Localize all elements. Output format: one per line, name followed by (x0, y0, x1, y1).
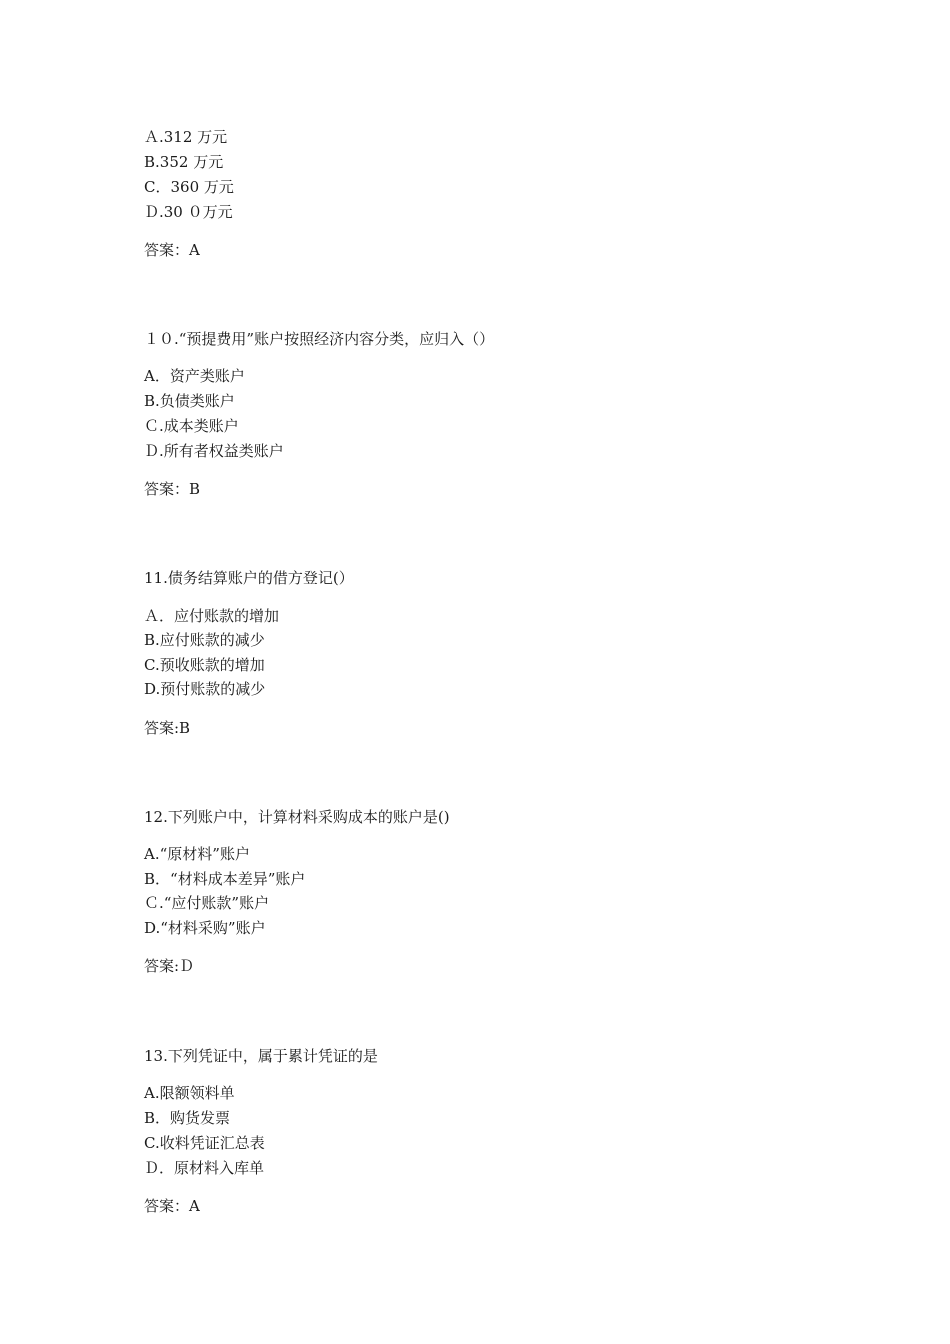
q11-option-b: B.应付账款的减少 (144, 631, 265, 649)
q10-option-d: Ｄ.所有者权益类账户 (144, 442, 284, 460)
q11-option-c: C.预收账款的增加 (144, 656, 265, 674)
q10-option-b: B.负债类账户 (144, 392, 235, 410)
q10-option-a: A．资产类账户 (144, 367, 245, 385)
q12-option-d: D.“材料采购”账户 (144, 919, 266, 937)
q13-option-b: B．购货发票 (144, 1109, 231, 1127)
q12-answer: 答案:Ｄ (144, 957, 195, 975)
q10-answer: 答案：B (144, 480, 201, 498)
q9-answer: 答案：A (144, 241, 200, 259)
q12-option-a: A.“原材料”账户 (144, 845, 250, 863)
q13-option-a: A.限额领料单 (144, 1084, 235, 1102)
q11-stem: 11.债务结算账户的借方登记(） (144, 569, 354, 587)
q13-option-c: C.收料凭证汇总表 (144, 1134, 265, 1152)
q9-option-a: Ａ.312 万元 (144, 128, 228, 146)
q9-option-d: Ｄ.30 ０万元 (144, 203, 233, 221)
q11-option-d: D.预付账款的减少 (144, 680, 266, 698)
q13-stem: 13.下列凭证中，属于累计凭证的是 (144, 1047, 378, 1065)
q11-option-a: Ａ．应付账款的增加 (144, 607, 280, 625)
q12-stem: 12.下列账户中，计算材料采购成本的账户是() (144, 808, 450, 826)
q12-option-c: Ｃ.“应付账款”账户 (144, 894, 270, 912)
q12-option-b: B．“材料成本差异”账户 (144, 870, 306, 888)
q9-option-b: B.352 万元 (144, 153, 224, 171)
q9-option-c: C．360 万元 (144, 178, 234, 196)
q13-option-d: Ｄ．原材料入库单 (144, 1159, 265, 1177)
q10-stem: １０.“预提费用”账户按照经济内容分类，应归入（） (144, 330, 495, 348)
q10-option-c: Ｃ.成本类账户 (144, 417, 239, 435)
q13-answer: 答案：A (144, 1197, 200, 1215)
q11-answer: 答案:B (144, 719, 191, 737)
